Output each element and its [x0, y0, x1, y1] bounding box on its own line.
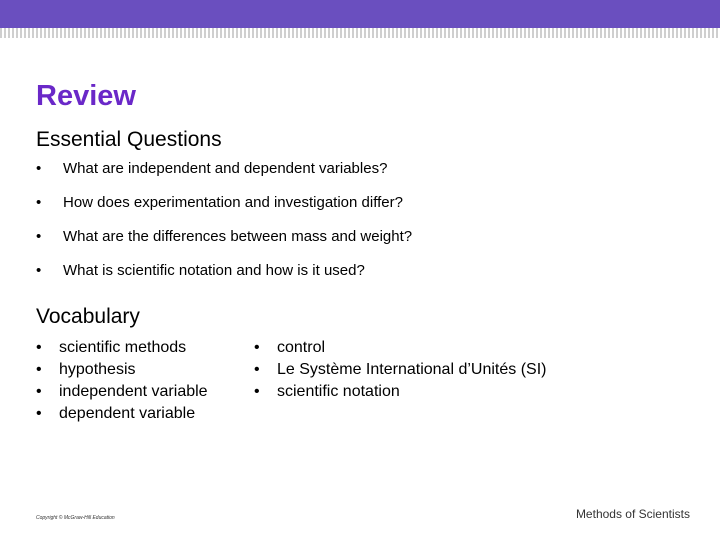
vocab-term: Le Système International d’Unités (SI)	[277, 361, 547, 378]
bullet: •	[36, 339, 42, 356]
bullet: •	[36, 194, 42, 211]
question-text: What is scientific notation and how is it used?	[63, 262, 365, 279]
question-text: What are the differences between mass and weight?	[63, 228, 413, 245]
bullet: •	[36, 361, 42, 378]
vocab-term: scientific methods	[59, 339, 187, 356]
question-text: How does experimentation and investigation differ?	[63, 194, 403, 211]
top-banner	[0, 0, 720, 28]
vocab-term: scientific notation	[277, 383, 400, 400]
bullet: •	[36, 383, 42, 400]
slide-title: Review	[36, 80, 136, 112]
vocab-term: hypothesis	[59, 361, 136, 378]
vocab-term: independent variable	[59, 383, 208, 400]
question-text: What are independent and dependent variables?	[63, 160, 388, 177]
header-stripe	[0, 28, 720, 38]
bullet: •	[254, 383, 260, 400]
vocab-term: control	[277, 339, 326, 356]
bullet: •	[36, 405, 42, 422]
essential-questions-heading: Essential Questions	[36, 128, 222, 151]
bullet: •	[36, 228, 42, 245]
copyright-notice: Copyright © McGraw-Hill Education	[36, 515, 115, 521]
bullet: •	[36, 262, 42, 279]
bullet: •	[254, 339, 260, 356]
footer-title: Methods of Scientists	[575, 507, 690, 521]
bullet: •	[36, 160, 42, 177]
vocabulary-heading: Vocabulary	[36, 305, 140, 328]
bullet: •	[254, 361, 260, 378]
vocab-term: dependent variable	[59, 405, 196, 422]
